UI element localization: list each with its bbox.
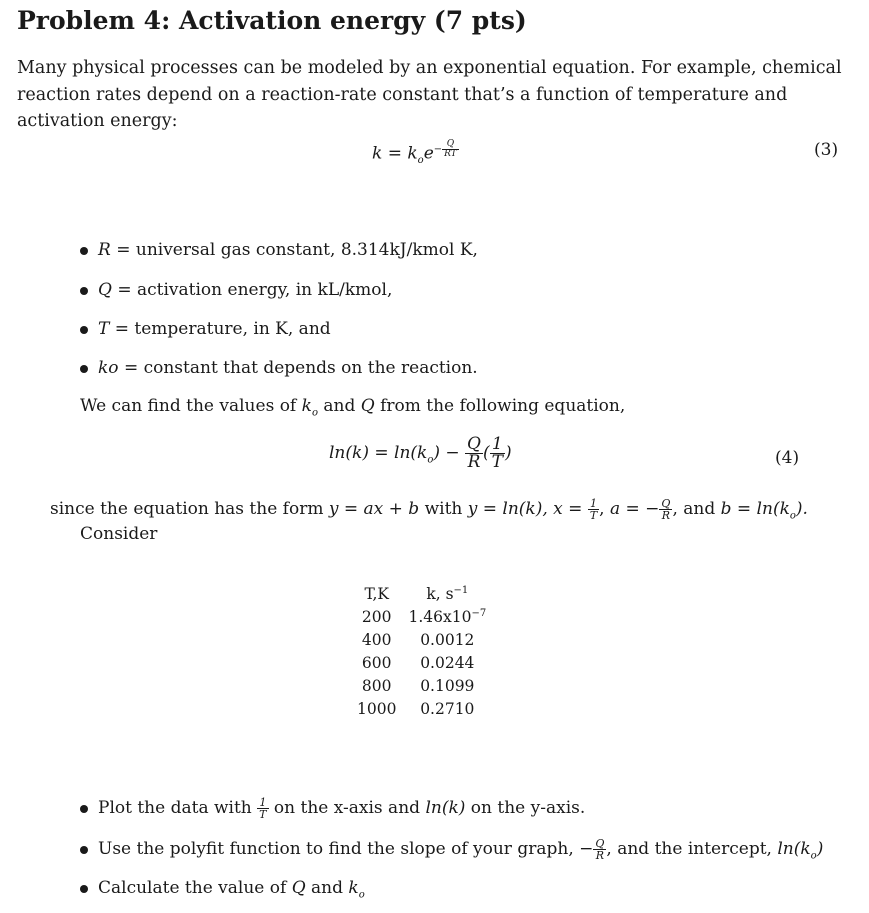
bullet-icon bbox=[80, 287, 88, 295]
intro-line-1: Many physical processes can be modeled by an exponential equation. For example, chemical bbox=[17, 58, 842, 78]
cell-rate-constant: 0.2710 bbox=[420, 700, 475, 719]
equation-3-number: (3) bbox=[814, 140, 839, 160]
bullet-icon bbox=[80, 247, 88, 255]
definition-q: Q = activation energy, in kL/kmol, bbox=[80, 280, 392, 300]
cell-temperature: 600 bbox=[361, 654, 392, 673]
equation-form-text: since the equation has the form y = ax + b with y = ln(k), x = $\frac{1}{T}$ , a = − $\frac{Q}{R}$ , and $b = \ln(k_o)$. bbox=[50, 497, 808, 522]
data-table bbox=[351, 583, 492, 721]
definition-ko: ko = constant that depends on the reaction. bbox=[80, 358, 478, 378]
table-row bbox=[351, 629, 492, 652]
task-plot: Plot the data with $\frac{1}{T}$ on the x-axis and ln(k) on the y-axis. bbox=[80, 797, 585, 820]
definition-r: R = universal gas constant, 8.314kJ/kmol K, bbox=[80, 240, 478, 260]
table-row bbox=[351, 606, 492, 629]
definition-t: T = temperature, in K, and bbox=[80, 319, 331, 339]
intro-line-2: reaction rates depend on a reaction-rate constant that’s a function of temperature and bbox=[17, 85, 788, 105]
task-polyfit: Use the polyfit function to find the slope of your graph, − $\frac{Q}{R}$ , and the intercept, $\ln(k_o)$ bbox=[80, 838, 823, 861]
problem-title: Problem 4: Activation energy (7 pts) bbox=[17, 6, 527, 35]
cell-rate-constant: 0.0244 bbox=[420, 654, 475, 673]
equation-4-number: (4) bbox=[775, 448, 800, 468]
header-temperature: T,K bbox=[364, 585, 390, 604]
cell-temperature: 200 bbox=[361, 608, 392, 627]
bullet-icon bbox=[80, 805, 88, 813]
intro-line-3: activation energy: bbox=[17, 111, 178, 131]
equation-3: $k = k_oe^{- \frac{Q}{RT}}$ bbox=[372, 139, 457, 167]
cell-temperature: 800 bbox=[361, 677, 392, 696]
table-row bbox=[351, 698, 492, 721]
cell-rate-constant: 0.0012 bbox=[420, 631, 475, 650]
task-calculate: Calculate the value of Q and $k_o$ bbox=[80, 878, 365, 900]
cell-temperature: 400 bbox=[361, 631, 392, 650]
table-row bbox=[351, 652, 492, 675]
bullet-icon bbox=[80, 326, 88, 334]
bullet-icon bbox=[80, 885, 88, 893]
find-values-text: We can find the values of $k_o$ and Q from the following equation, bbox=[80, 396, 626, 419]
bullet-icon bbox=[80, 365, 88, 373]
cell-rate-constant: $1.46x10^{-7}$ bbox=[408, 608, 487, 627]
cell-rate-constant: 0.1099 bbox=[420, 677, 475, 696]
table-row bbox=[351, 675, 492, 698]
header-rate-constant: k, $s^{-1}$ bbox=[426, 585, 469, 604]
bullet-icon bbox=[80, 846, 88, 854]
consider-text: Consider bbox=[80, 524, 158, 544]
table-header-row bbox=[351, 583, 492, 606]
cell-temperature: 1000 bbox=[357, 700, 397, 719]
equation-4: $\ln(k) = \ln(k_o)$ − $\frac{Q}{R}$ ( $\frac{1}{T}$ ) bbox=[329, 434, 512, 472]
